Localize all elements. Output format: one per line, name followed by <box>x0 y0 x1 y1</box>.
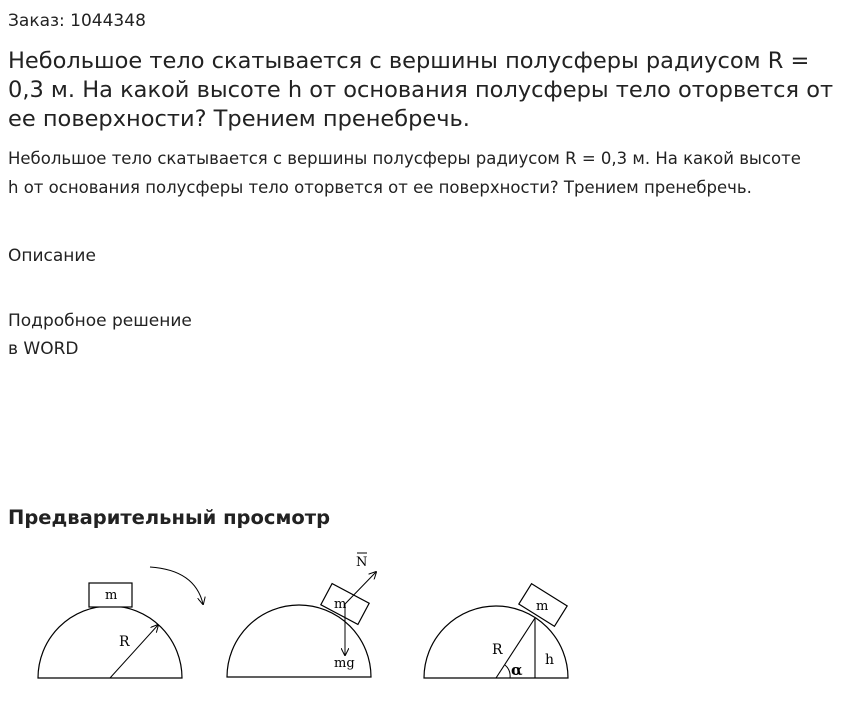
mass-label-3: m <box>536 599 549 614</box>
figure-3 <box>424 584 568 679</box>
preview-image <box>0 540 600 700</box>
mass-label-2: m <box>334 597 347 612</box>
order-number: Заказ: 1044348 <box>8 11 146 31</box>
radius-label-1: R <box>119 634 130 650</box>
angle-label: α <box>511 661 523 679</box>
radius-label-3: R <box>492 642 503 658</box>
description-section-label: Описание <box>8 246 96 266</box>
normal-force-label: N <box>356 555 368 570</box>
radius-arrow-1 <box>110 625 158 678</box>
height-label: h <box>545 652 555 668</box>
hemisphere-1 <box>38 606 182 678</box>
motion-arrow <box>150 567 203 604</box>
figure-2 <box>227 553 376 677</box>
gravity-label: mg <box>334 656 355 671</box>
solution-line-2: в WORD <box>8 339 79 359</box>
figure-1 <box>38 567 203 678</box>
problem-description: Небольшое тело скатывается с вершины полусферы радиусом R = 0,3 м. На какой высоте h от основания полусферы тело оторвется от ее поверхности? Трением пренебречь. <box>8 149 801 197</box>
solution-line-1: Подробное решение <box>8 311 192 331</box>
angle-arc <box>505 665 510 678</box>
page-title: Небольшое тело скатывается с вершины полусферы радиусом R = 0,3 м. На какой высоте h от основания полусферы тело оторвется от ее поверхности? Трением пренебречь. <box>8 48 834 132</box>
mass-label-1: m <box>105 588 118 603</box>
preview-heading: Предварительный просмотр <box>8 506 331 529</box>
solution-info <box>8 307 192 363</box>
